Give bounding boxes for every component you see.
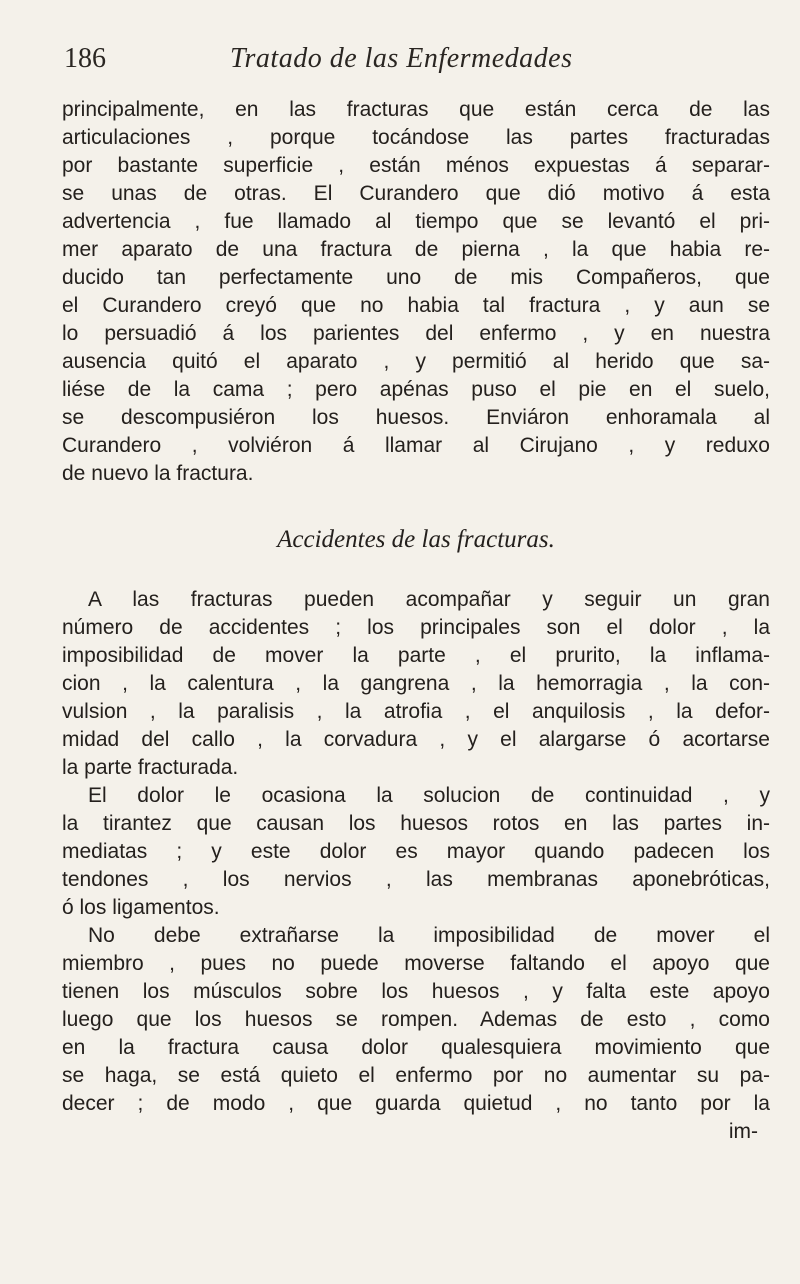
text-line: de nuevo la fractura. xyxy=(62,462,254,485)
section-heading: Accidentes de las fracturas. xyxy=(277,526,555,553)
text-line: se haga, se está quieto el enfermo por no aumentar su pa- xyxy=(62,1064,770,1087)
text-line: A las fracturas pueden acompañar y seguir un gran xyxy=(88,588,770,611)
text-line: tendones , los nervios , las membranas aponebróticas, xyxy=(62,868,770,891)
text-line: luego que los huesos se rompen. Ademas de esto , como xyxy=(62,1008,770,1031)
text-line: se descompusiéron los huesos. Enviáron enhoramala al xyxy=(62,406,770,429)
text-line: Curandero , volviéron á llamar al Cirujano , y reduxo xyxy=(62,434,770,457)
paragraph-1 xyxy=(62,96,770,488)
body-text xyxy=(62,96,770,1146)
text-line: imposibilidad de mover la parte , el prurito, la inflama- xyxy=(62,644,770,667)
text-line: lo persuadió á los parientes del enfermo , y en nuestra xyxy=(62,322,770,345)
paragraph-3 xyxy=(62,782,770,922)
text-line: mer aparato de una fractura de pierna , la que habia re- xyxy=(62,238,770,261)
text-line: por bastante superficie , están ménos expuestas á separar- xyxy=(62,154,770,177)
text-line: mediatas ; y este dolor es mayor quando padecen los xyxy=(62,840,770,863)
paragraph-2 xyxy=(62,586,770,782)
text-line: miembro , pues no puede moverse faltando el apoyo que xyxy=(62,952,770,975)
text-line: ó los ligamentos. xyxy=(62,896,220,919)
page-number: 186 xyxy=(64,43,106,74)
text-line: vulsion , la paralisis , la atrofia , el anquilosis , la defor- xyxy=(62,700,770,723)
page-header xyxy=(64,36,764,82)
text-line: No debe extrañarse la imposibilidad de mover el xyxy=(88,924,770,947)
catchword: im- xyxy=(728,1120,758,1143)
text-line: advertencia , fue llamado al tiempo que se levantó el pri- xyxy=(62,210,770,233)
text-line: articulaciones , porque tocándose las partes fracturadas xyxy=(62,126,770,149)
text-line: midad del callo , la corvadura , y el alargarse ó acortarse xyxy=(62,728,770,751)
text-line: la parte fracturada. xyxy=(62,756,239,779)
text-line: liése de la cama ; pero apénas puso el pie en el suelo, xyxy=(62,378,770,401)
text-line: la tirantez que causan los huesos rotos en las partes in- xyxy=(62,812,770,835)
text-line: número de accidentes ; los principales son el dolor , la xyxy=(62,616,770,639)
text-line: en la fractura causa dolor qualesquiera movimiento que xyxy=(62,1036,770,1059)
running-head: Tratado de las Enfermedades xyxy=(230,43,573,74)
text-line: decer ; de modo , que guarda quietud , no tanto por la xyxy=(62,1092,770,1115)
text-line: El dolor le ocasiona la solucion de continuidad , y xyxy=(88,784,770,807)
text-line: cion , la calentura , la gangrena , la hemorragia , la con- xyxy=(62,672,770,695)
paragraph-4 xyxy=(62,922,770,1118)
text-line: el Curandero creyó que no habia tal fractura , y aun se xyxy=(62,294,770,317)
text-line: principalmente, en las fracturas que están cerca de las xyxy=(62,98,770,121)
text-line: se unas de otras. El Curandero que dió motivo á esta xyxy=(62,182,770,205)
text-line: tienen los músculos sobre los huesos , y falta este apoyo xyxy=(62,980,770,1003)
text-line: ducido tan perfectamente uno de mis Compañeros, que xyxy=(62,266,770,289)
text-line: ausencia quitó el aparato , y permitió al herido que sa- xyxy=(62,350,770,373)
